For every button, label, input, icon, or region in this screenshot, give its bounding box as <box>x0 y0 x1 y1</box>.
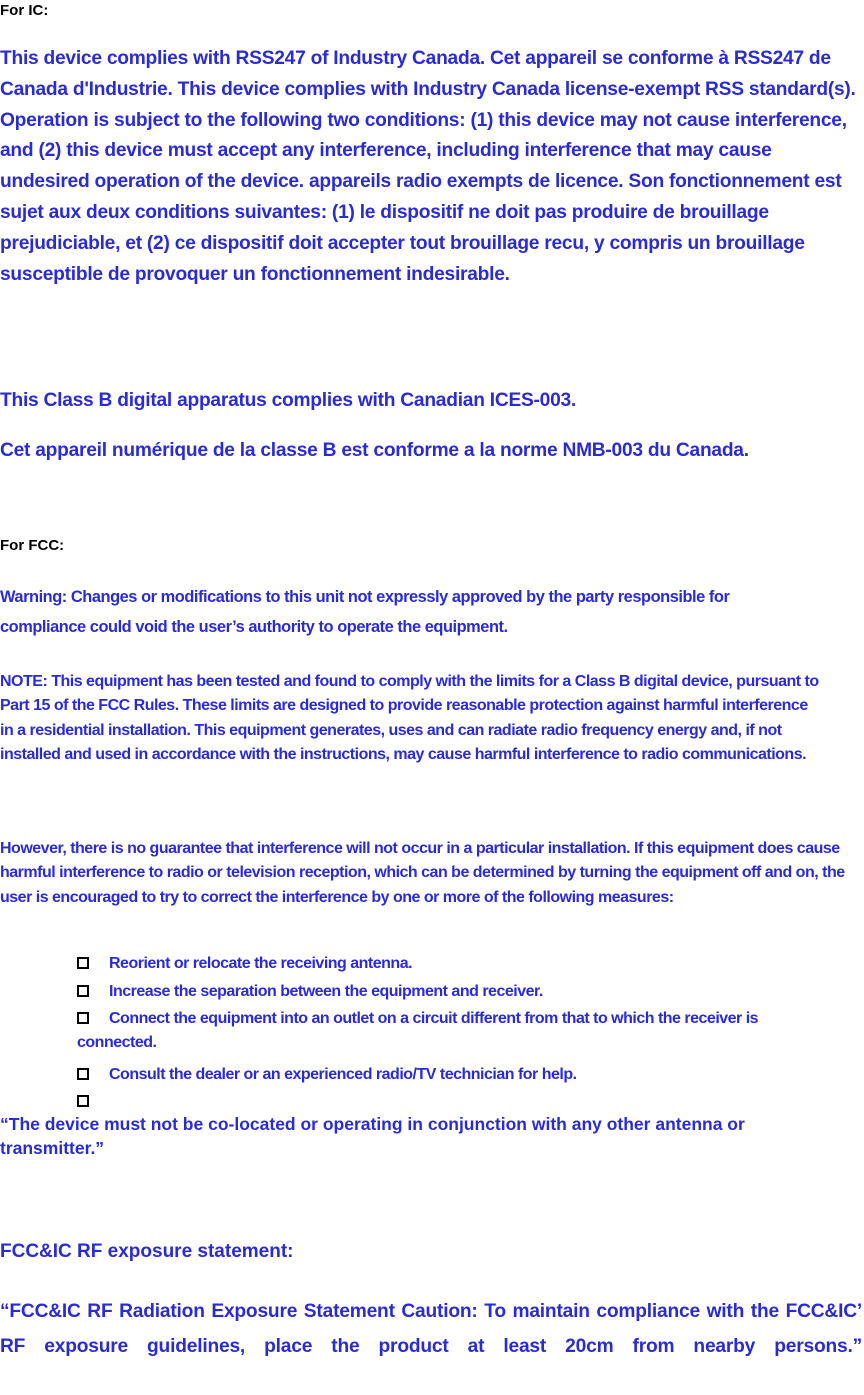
measure-text: Increase the separation between the equipment and receiver. <box>109 983 543 1000</box>
checkbox-icon <box>77 1068 89 1080</box>
measure-item <box>77 952 412 976</box>
checkbox-icon <box>77 1095 89 1107</box>
checkbox-icon <box>77 985 89 997</box>
colocation-statement: “The device must not be co-located or operating in conjunction with any other antenna or transmitter.” <box>0 1114 745 1158</box>
measure-item <box>77 980 543 1004</box>
measure-item <box>77 1090 109 1114</box>
fcc-heading: For FCC: <box>0 537 65 554</box>
fcc-warning-paragraph: Warning: Changes or modifications to this unit not expressly approved by the party responsible for compliance could void the user’s authority to operate the equipment. <box>0 588 730 636</box>
measure-text: Reorient or relocate the receiving antenna. <box>109 955 413 972</box>
measure-text: Connect the equipment into an outlet on a circuit different from that to which the receiver is connected. <box>77 1010 759 1051</box>
measure-item <box>77 1063 577 1087</box>
ic-ices-paragraph: This Class B digital apparatus complies with Canadian ICES-003. <box>0 390 577 411</box>
rf-statement: “FCC&IC RF Radiation Exposure Statement Caution: To maintain compliance with the FCC&IC’ RF exposure guidelines, place the product at least 20cm from nearby persons.” <box>0 1301 862 1357</box>
ic-heading: For IC: <box>0 2 49 19</box>
ic-compliance-paragraph: This device complies with RSS247 of Industry Canada. Cet appareil se conforme à RSS247 de Canada d'Industrie. This device complies with Industry Canada license-exempt RSS standard(s). Operation is subject to the following two conditions: (1) this device may not cause interference, and (2) this device must accept any interference, including interference that may cause undesired operation of the device. appareils radio exempts de licence. Son fonctionnement est sujet aux deux conditions suivantes: (1) le dispositif ne doit pas produire de brouillage prejudiciable, et (2) ce dispositif doit accepter tout brouillage recu, y compris un brouillage susceptible de provoquer un fonctionnement indesirable. <box>0 48 856 285</box>
measure-item <box>77 1007 830 1055</box>
ic-nmb-paragraph: Cet appareil numérique de la classe B est conforme a la norme NMB-003 du Canada. <box>0 440 749 461</box>
rf-heading: FCC&IC RF exposure statement: <box>0 1241 294 1262</box>
fcc-however-paragraph: However, there is no guarantee that interference will not occur in a particular installation. If this equipment does cause harmful interference to radio or television reception, which can be determined by turning the equipment off and on, the user is encouraged to try to correct the interference by one or more of the following measures: <box>0 840 845 906</box>
measure-text: Consult the dealer or an experienced radio/TV technician for help. <box>109 1066 577 1083</box>
checkbox-icon <box>77 957 89 969</box>
checkbox-icon <box>77 1012 89 1024</box>
fcc-note-paragraph: NOTE: This equipment has been tested and found to comply with the limits for a Class B digital device, pursuant to Part 15 of the FCC Rules. These limits are designed to provide reasonable protection against harmful interference in a residential installation. This equipment generates, uses and can radiate radio frequency energy and, if not installed and used in accordance with the instructions, may cause harmful interference to radio communications. <box>0 673 819 763</box>
